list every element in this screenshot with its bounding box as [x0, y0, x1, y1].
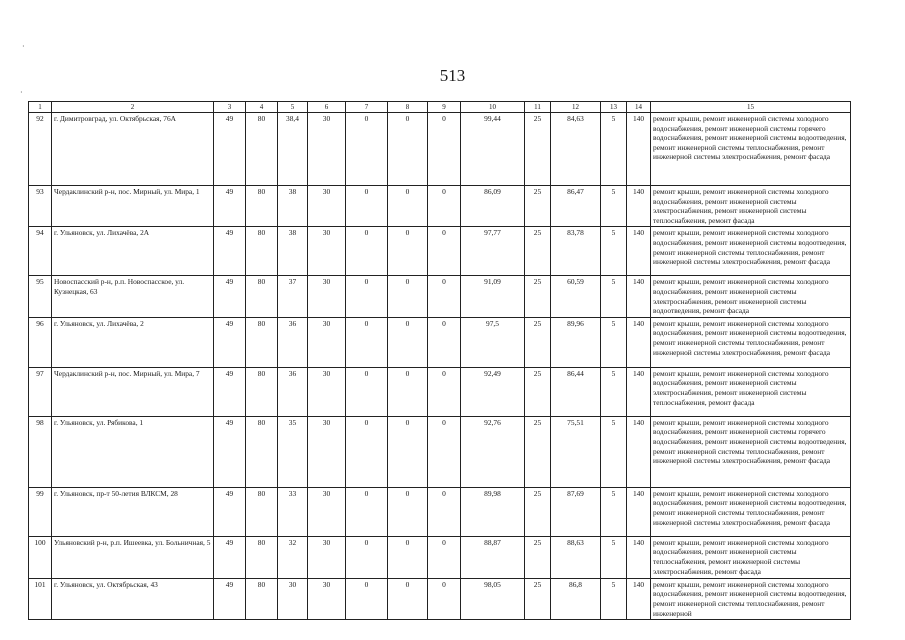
- value-cell: 30: [308, 416, 346, 487]
- value-cell: 30: [278, 578, 308, 619]
- work-description-cell: ремонт крыши, ремонт инженерной системы холодного водоснабжения, ремонт инженерной системы водоотведения, ремонт инженерной системы теплоснабжения, ремонт инженерной системы электроснабжения, ремонт фасада: [651, 227, 851, 276]
- value-cell: 87,69: [551, 487, 601, 536]
- value-cell: 80: [246, 536, 278, 578]
- value-cell: 80: [246, 317, 278, 367]
- col-header: 7: [346, 102, 388, 113]
- value-cell: 140: [627, 536, 651, 578]
- value-cell: 140: [627, 113, 651, 186]
- value-cell: 75,51: [551, 416, 601, 487]
- value-cell: 86,8: [551, 578, 601, 619]
- address-cell: г. Ульяновск, ул. Лихачёва, 2А: [52, 227, 214, 276]
- value-cell: 86,44: [551, 367, 601, 416]
- work-description-cell: ремонт крыши, ремонт инженерной системы холодного водоснабжения, ремонт инженерной системы горячего водоснабжения, ремонт инженерной системы водоотведения, ремонт инженерной системы теплоснабжения, ремонт инженерной системы электроснабжения, ремонт фасада: [651, 416, 851, 487]
- address-cell: г. Ульяновск, ул. Октябрьская, 43: [52, 578, 214, 619]
- value-cell: 5: [601, 317, 627, 367]
- value-cell: 25: [525, 416, 551, 487]
- row-number: 101: [29, 578, 52, 619]
- value-cell: 0: [346, 227, 388, 276]
- value-cell: 86,09: [461, 186, 525, 227]
- value-cell: 80: [246, 276, 278, 317]
- value-cell: 97,5: [461, 317, 525, 367]
- value-cell: 25: [525, 487, 551, 536]
- value-cell: 0: [428, 487, 461, 536]
- value-cell: 30: [308, 186, 346, 227]
- row-number: 93: [29, 186, 52, 227]
- work-description-cell: ремонт крыши, ремонт инженерной системы холодного водоснабжения, ремонт инженерной системы электроснабжения, ремонт инженерной системы водоотведения, ремонт фасада: [651, 276, 851, 317]
- col-header: 3: [214, 102, 246, 113]
- col-header: 2: [52, 102, 214, 113]
- work-description-cell: ремонт крыши, ремонт инженерной системы холодного водоснабжения, ремонт инженерной системы электроснабжения, ремонт инженерной системы теплоснабжения, ремонт фасада: [651, 367, 851, 416]
- table-row: [29, 113, 851, 186]
- value-cell: 89,98: [461, 487, 525, 536]
- value-cell: 25: [525, 317, 551, 367]
- value-cell: 0: [428, 276, 461, 317]
- value-cell: 86,47: [551, 186, 601, 227]
- value-cell: 0: [388, 227, 428, 276]
- value-cell: 5: [601, 186, 627, 227]
- work-description-cell: ремонт крыши, ремонт инженерной системы холодного водоснабжения, ремонт инженерной системы водоотведения, ремонт инженерной системы теплоснабжения, ремонт инженерной системы электроснабжения, ремонт фасада: [651, 487, 851, 536]
- scan-dot: ·: [22, 42, 25, 51]
- col-header: 8: [388, 102, 428, 113]
- value-cell: 49: [214, 536, 246, 578]
- value-cell: 49: [214, 276, 246, 317]
- value-cell: 99,44: [461, 113, 525, 186]
- value-cell: 80: [246, 487, 278, 536]
- value-cell: 38: [278, 186, 308, 227]
- value-cell: 0: [428, 113, 461, 186]
- value-cell: 0: [388, 276, 428, 317]
- row-number: 97: [29, 367, 52, 416]
- value-cell: 30: [308, 317, 346, 367]
- col-header: 13: [601, 102, 627, 113]
- address-cell: Чердаклинский р-н, пос. Мирный, ул. Мира, 1: [52, 186, 214, 227]
- col-header: 15: [651, 102, 851, 113]
- value-cell: 25: [525, 227, 551, 276]
- value-cell: 140: [627, 276, 651, 317]
- value-cell: 80: [246, 367, 278, 416]
- value-cell: 0: [428, 186, 461, 227]
- row-number: 99: [29, 487, 52, 536]
- table-row: [29, 276, 851, 317]
- col-header: 10: [461, 102, 525, 113]
- table-row: [29, 317, 851, 367]
- work-description-cell: ремонт крыши, ремонт инженерной системы холодного водоснабжения, ремонт инженерной системы горячего водоснабжения, ремонт инженерной системы водоотведения, ремонт инженерной системы теплоснабжения, ремонт инженерной системы электроснабжения, ремонт фасада: [651, 113, 851, 186]
- value-cell: 140: [627, 186, 651, 227]
- value-cell: 49: [214, 578, 246, 619]
- value-cell: 36: [278, 367, 308, 416]
- value-cell: 0: [388, 578, 428, 619]
- value-cell: 0: [388, 416, 428, 487]
- row-number: 92: [29, 113, 52, 186]
- value-cell: 37: [278, 276, 308, 317]
- address-cell: Новоспасский р-н, р.п. Новоспасское, ул. Кузнецкая, 63: [52, 276, 214, 317]
- value-cell: 25: [525, 367, 551, 416]
- value-cell: 60,59: [551, 276, 601, 317]
- value-cell: 89,96: [551, 317, 601, 367]
- value-cell: 0: [346, 276, 388, 317]
- value-cell: 97,77: [461, 227, 525, 276]
- value-cell: 0: [428, 578, 461, 619]
- value-cell: 35: [278, 416, 308, 487]
- table-row: [29, 227, 851, 276]
- value-cell: 0: [388, 113, 428, 186]
- value-cell: 88,63: [551, 536, 601, 578]
- value-cell: 49: [214, 227, 246, 276]
- value-cell: 88,87: [461, 536, 525, 578]
- value-cell: 5: [601, 276, 627, 317]
- table-row: [29, 536, 851, 578]
- value-cell: 0: [346, 113, 388, 186]
- value-cell: 83,78: [551, 227, 601, 276]
- value-cell: 140: [627, 487, 651, 536]
- table-row: [29, 186, 851, 227]
- scan-dot: ·: [20, 88, 23, 97]
- value-cell: 33: [278, 487, 308, 536]
- row-number: 96: [29, 317, 52, 367]
- row-number: 95: [29, 276, 52, 317]
- value-cell: 49: [214, 317, 246, 367]
- value-cell: 80: [246, 416, 278, 487]
- col-header: 12: [551, 102, 601, 113]
- value-cell: 0: [388, 536, 428, 578]
- row-number: 100: [29, 536, 52, 578]
- value-cell: 80: [246, 578, 278, 619]
- value-cell: 84,63: [551, 113, 601, 186]
- page-number: 513: [439, 66, 466, 85]
- address-cell: г. Димитровград, ул. Октябрьская, 76А: [52, 113, 214, 186]
- address-cell: г. Ульяновск, ул. Лихачёва, 2: [52, 317, 214, 367]
- work-description-cell: ремонт крыши, ремонт инженерной системы холодного водоснабжения, ремонт инженерной системы теплоснабжения, ремонт инженерной системы электроснабжения, ремонт фасада: [651, 536, 851, 578]
- value-cell: 0: [428, 416, 461, 487]
- work-description-cell: ремонт крыши, ремонт инженерной системы холодного водоснабжения, ремонт инженерной системы водоотведения, ремонт инженерной системы теплоснабжения, ремонт инженерной: [651, 578, 851, 619]
- work-description-cell: ремонт крыши, ремонт инженерной системы холодного водоснабжения, ремонт инженерной системы электроснабжения, ремонт инженерной системы теплоснабжения, ремонт фасада: [651, 186, 851, 227]
- value-cell: 30: [308, 276, 346, 317]
- value-cell: 0: [388, 317, 428, 367]
- table-row: [29, 367, 851, 416]
- col-header: 4: [246, 102, 278, 113]
- address-cell: г. Ульяновск, пр-т 50-летия ВЛКСМ, 28: [52, 487, 214, 536]
- value-cell: 36: [278, 317, 308, 367]
- document-table: [28, 101, 851, 620]
- value-cell: 0: [346, 416, 388, 487]
- col-header: 6: [308, 102, 346, 113]
- value-cell: 5: [601, 487, 627, 536]
- value-cell: 49: [214, 186, 246, 227]
- value-cell: 0: [346, 578, 388, 619]
- value-cell: 0: [388, 367, 428, 416]
- value-cell: 80: [246, 113, 278, 186]
- col-header: 14: [627, 102, 651, 113]
- value-cell: 30: [308, 367, 346, 416]
- col-header: 9: [428, 102, 461, 113]
- value-cell: 140: [627, 367, 651, 416]
- value-cell: 30: [308, 113, 346, 186]
- value-cell: 5: [601, 416, 627, 487]
- value-cell: 0: [428, 536, 461, 578]
- value-cell: 0: [388, 487, 428, 536]
- value-cell: 92,76: [461, 416, 525, 487]
- value-cell: 5: [601, 113, 627, 186]
- header-row: [29, 102, 851, 113]
- address-cell: г. Ульяновск, ул. Рябикова, 1: [52, 416, 214, 487]
- value-cell: 0: [346, 487, 388, 536]
- value-cell: 91,09: [461, 276, 525, 317]
- value-cell: 25: [525, 536, 551, 578]
- value-cell: 140: [627, 227, 651, 276]
- value-cell: 30: [308, 536, 346, 578]
- value-cell: 0: [346, 186, 388, 227]
- value-cell: 25: [525, 186, 551, 227]
- value-cell: 5: [601, 367, 627, 416]
- work-description-cell: ремонт крыши, ремонт инженерной системы холодного водоснабжения, ремонт инженерной системы водоотведения, ремонт инженерной системы теплоснабжения, ремонт инженерной системы электроснабжения, ремонт фасада: [651, 317, 851, 367]
- value-cell: 49: [214, 367, 246, 416]
- value-cell: 0: [346, 317, 388, 367]
- table-row: [29, 487, 851, 536]
- value-cell: 30: [308, 487, 346, 536]
- value-cell: 49: [214, 416, 246, 487]
- value-cell: 25: [525, 578, 551, 619]
- value-cell: 0: [428, 367, 461, 416]
- table-row: [29, 578, 851, 619]
- value-cell: 25: [525, 113, 551, 186]
- value-cell: 25: [525, 276, 551, 317]
- address-cell: Чердаклинский р-н, пос. Мирный, ул. Мира, 7: [52, 367, 214, 416]
- value-cell: 38,4: [278, 113, 308, 186]
- value-cell: 92,49: [461, 367, 525, 416]
- value-cell: 140: [627, 416, 651, 487]
- value-cell: 30: [308, 578, 346, 619]
- value-cell: 38: [278, 227, 308, 276]
- row-number: 98: [29, 416, 52, 487]
- value-cell: 140: [627, 578, 651, 619]
- value-cell: 5: [601, 578, 627, 619]
- table-row: [29, 416, 851, 487]
- value-cell: 0: [428, 227, 461, 276]
- value-cell: 30: [308, 227, 346, 276]
- value-cell: 140: [627, 317, 651, 367]
- value-cell: 32: [278, 536, 308, 578]
- value-cell: 49: [214, 487, 246, 536]
- value-cell: 0: [346, 536, 388, 578]
- col-header: 1: [29, 102, 52, 113]
- value-cell: 5: [601, 227, 627, 276]
- row-number: 94: [29, 227, 52, 276]
- col-header: 5: [278, 102, 308, 113]
- address-cell: Ульяновский р-н, р.п. Ишеевка, ул. Больничная, 5: [52, 536, 214, 578]
- value-cell: 98,05: [461, 578, 525, 619]
- value-cell: 49: [214, 113, 246, 186]
- value-cell: 0: [428, 317, 461, 367]
- value-cell: 0: [346, 367, 388, 416]
- value-cell: 0: [388, 186, 428, 227]
- col-header: 11: [525, 102, 551, 113]
- value-cell: 80: [246, 227, 278, 276]
- value-cell: 80: [246, 186, 278, 227]
- value-cell: 5: [601, 536, 627, 578]
